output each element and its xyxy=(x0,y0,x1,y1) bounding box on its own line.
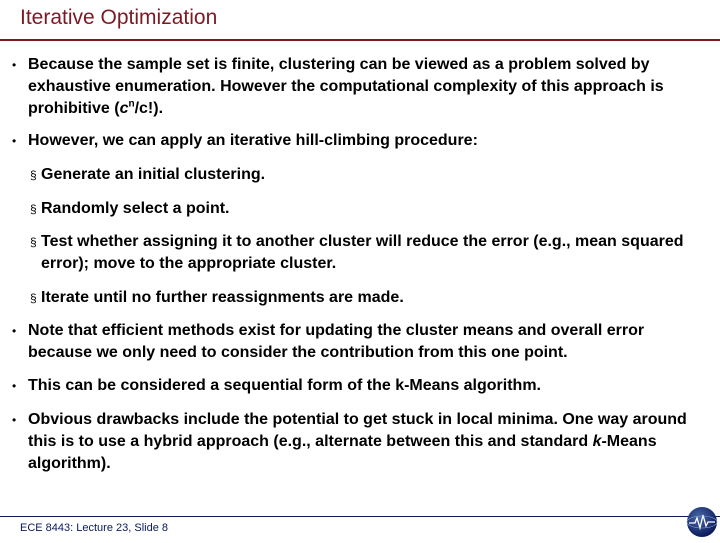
sub-bullet-select xyxy=(30,198,700,220)
bullet-text: Because the sample set is finite, clustering can be viewed as a problem solved by exhaustive enumeration. However the computational complexity of this approach is prohibitive $(c^n/c!)$. xyxy=(28,56,664,117)
bullet-marker: • xyxy=(12,58,17,72)
title-divider xyxy=(0,39,720,41)
bullet-efficient-methods xyxy=(12,320,702,364)
sub-bullet-marker: § xyxy=(30,168,37,182)
bullet-marker: • xyxy=(12,413,17,427)
sub-bullet-marker: § xyxy=(30,202,37,216)
bullet-drawbacks xyxy=(12,409,702,475)
footer-divider xyxy=(0,516,720,517)
sub-bullet-test xyxy=(30,231,700,275)
bullet-hill-climbing xyxy=(12,130,702,152)
bullet-marker: • xyxy=(12,324,17,338)
slide-footer: ECE 8443: Lecture 23, Slide 8 xyxy=(20,522,168,534)
title-bar xyxy=(0,0,720,36)
bullet-exhaustive-enumeration xyxy=(12,54,702,120)
sub-bullet-text: Test whether assigning it to another cluster will reduce the error (e.g., mean squared error); move to the appropriate cluster. xyxy=(41,233,684,272)
bullet-text: However, we can apply an iterative hill-climbing procedure: xyxy=(28,132,478,149)
sub-bullet-generate xyxy=(30,164,700,186)
slide-title: Iterative Optimization xyxy=(20,6,218,29)
sub-bullet-marker: § xyxy=(30,235,37,249)
bullet-marker: • xyxy=(12,379,17,393)
sub-bullet-text: Generate an initial clustering. xyxy=(41,166,266,183)
sub-bullet-text: Randomly select a point. xyxy=(41,200,230,217)
sub-bullet-text: Iterate until no further reassignments are made. xyxy=(41,289,404,306)
bullet-text: Obvious drawbacks include the potential to get stuck in local minima. One way around this is to use a hybrid approach (e.g., alternate between this and standard k-Means algorithm). xyxy=(28,411,687,472)
sub-bullet-iterate xyxy=(30,287,700,309)
sub-bullet-marker: § xyxy=(30,291,37,305)
bullet-text: This can be considered a sequential form of the k-Means algorithm. xyxy=(28,377,541,394)
bullet-sequential-kmeans xyxy=(12,375,702,397)
bullet-text: Note that efficient methods exist for updating the cluster means and overall error because we only need to consider the contribution from this one point. xyxy=(28,322,645,361)
bullet-marker: • xyxy=(12,134,17,148)
globe-logo-icon xyxy=(686,506,718,538)
